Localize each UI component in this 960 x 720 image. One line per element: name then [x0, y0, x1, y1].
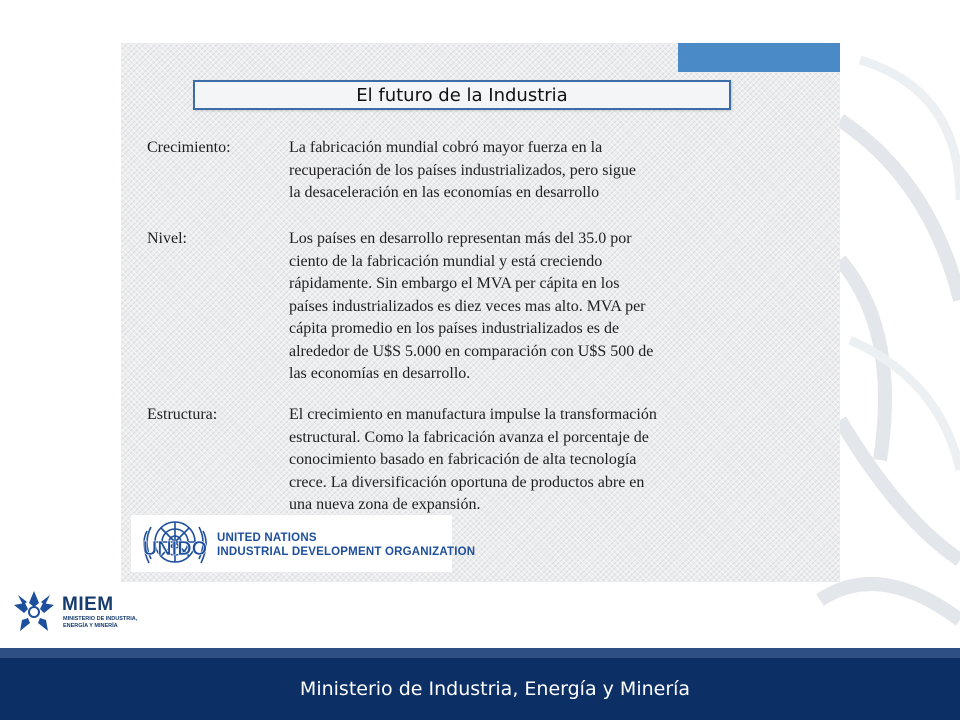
miem-name: MIEM	[62, 594, 114, 615]
text-line: una nueva zona de expansión.	[289, 496, 481, 513]
text-line: rápidamente. Sin embargo el MVA per cápita en los	[289, 275, 620, 292]
unido-logo	[131, 515, 476, 572]
section-text	[289, 228, 759, 386]
text-line: La fabricación mundial cobró mayor fuerza en la	[289, 139, 603, 156]
text-line: ciento de la fabricación mundial y está creciendo	[289, 252, 603, 270]
text-line: la desaceleración en las economías en desarrollo	[289, 184, 600, 201]
footer-bar	[0, 658, 960, 720]
text-line: Los países en desarrollo representan más del 35.0 por	[289, 230, 632, 247]
text-line: conocimiento basado en fabricación de alta tecnología	[289, 451, 637, 468]
section-text	[289, 137, 759, 205]
text-line: cápita promedio en los países industrializados es de	[289, 320, 620, 337]
text-line: alrededor de U$S 5.000 en comparación con U$S 500 de	[289, 342, 654, 360]
miem-subtitle: MINISTERIO DE INDUSTRIA, ENERGÍA Y MINERÍA	[63, 616, 138, 629]
accent-block	[678, 43, 840, 72]
text-line: las economías en desarrollo.	[289, 365, 471, 382]
text-line: El crecimiento en manufactura impulse la transformación	[289, 406, 657, 423]
footer-stripe	[0, 648, 960, 658]
section-label: Nivel:	[147, 230, 187, 247]
footer-text: Ministerio de Industria, Energía y Minería	[299, 678, 691, 700]
un-emblem-icon	[137, 517, 213, 571]
miem-logo	[10, 585, 150, 645]
miem-star-icon	[10, 589, 58, 637]
unido-line-1: UNITED NATIONS	[217, 532, 317, 544]
slide-title: El futuro de la Industria	[356, 84, 568, 106]
text-line: países industrializados es diez veces mas alto. MVA per	[289, 297, 646, 315]
title-box	[193, 80, 731, 110]
section-label: Crecimiento:	[147, 139, 231, 156]
text-line: estructural. Como la fabricación avanza el porcentaje de	[289, 428, 649, 446]
text-line: recuperación de los países industrializados, pero sigue	[289, 161, 636, 179]
unido-acronym: UNIDO	[142, 538, 208, 560]
text-line: crece. La diversificación oportuna de productos abre en	[289, 473, 645, 491]
section-label: Estructura:	[147, 406, 218, 423]
section-text	[289, 404, 759, 517]
unido-line-2: INDUSTRIAL DEVELOPMENT ORGANIZATION	[217, 546, 476, 558]
